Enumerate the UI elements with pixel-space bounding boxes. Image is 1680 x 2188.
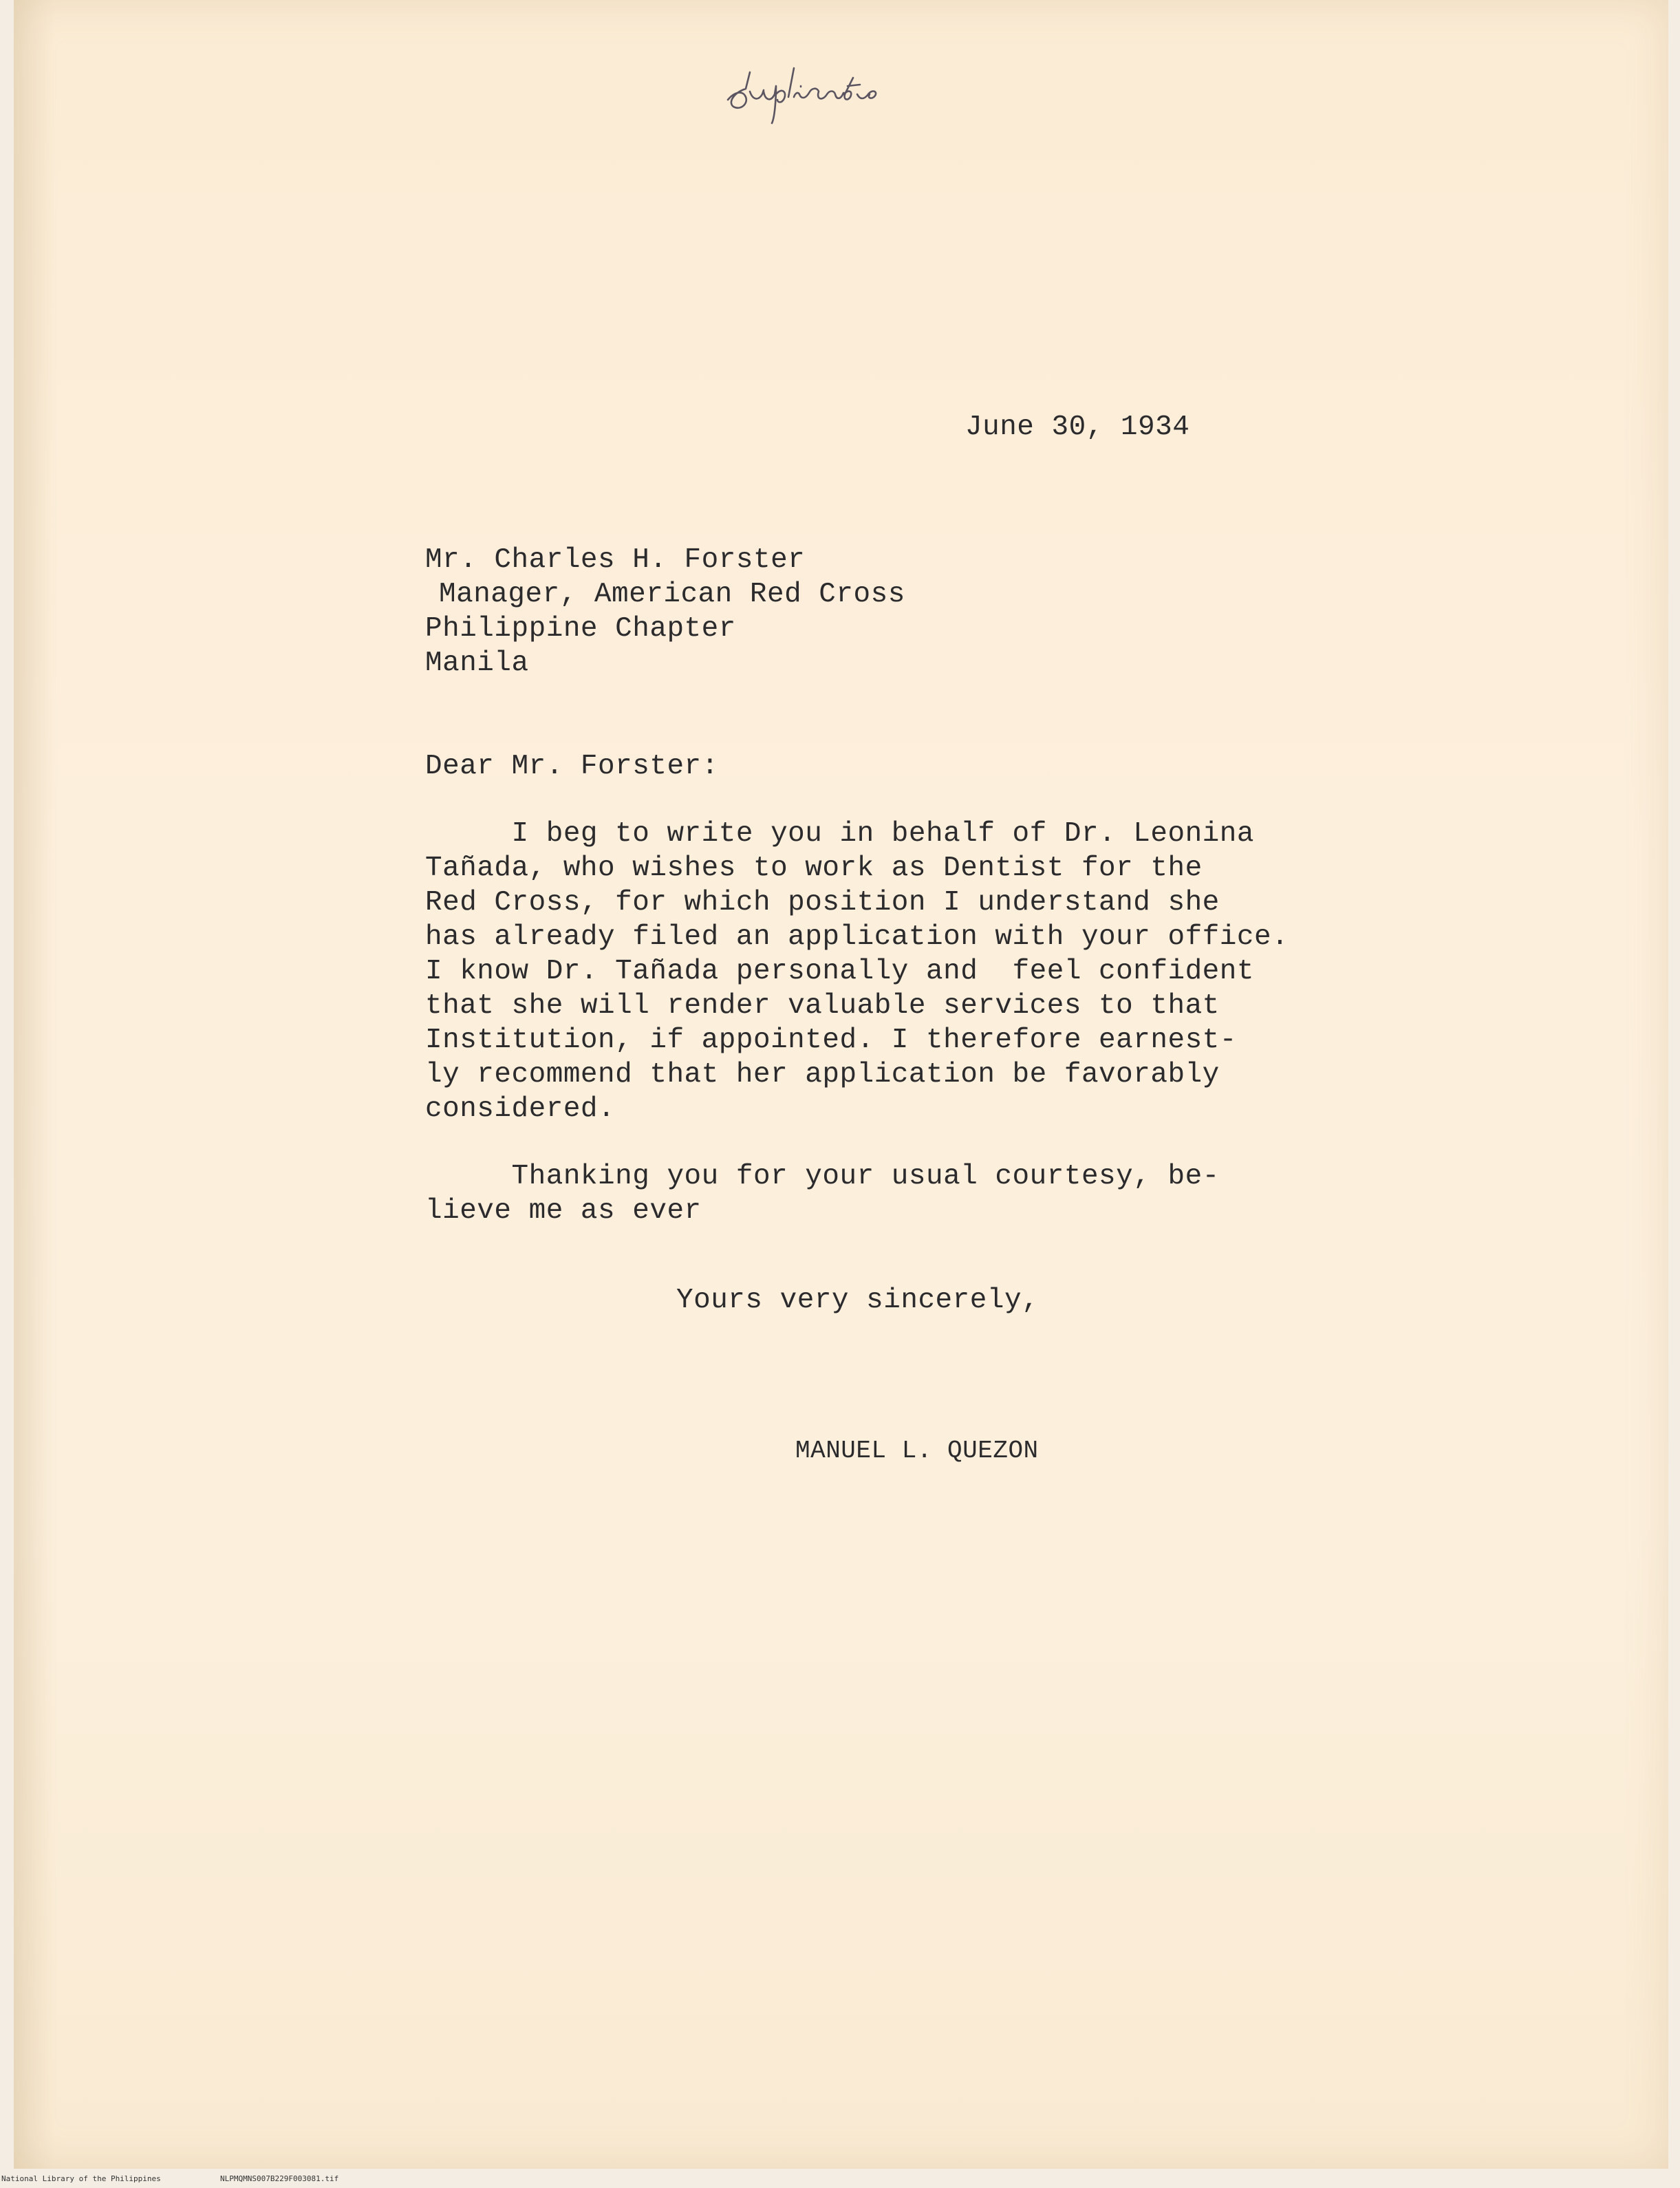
signatory-name: MANUEL L. QUEZON: [795, 1437, 1039, 1465]
handwritten-duplicate-note: [722, 52, 922, 127]
body-line: has already filed an application with your office.: [425, 921, 1289, 953]
body-line: Institution, if appointed. I therefore earnest-: [425, 1025, 1237, 1056]
body-line: I beg to write you in behalf of Dr. Leonina: [425, 818, 1254, 850]
letter-sheet: [14, 0, 1668, 2169]
body-line: lieve me as ever: [425, 1195, 702, 1227]
letter-date: June 30, 1934: [965, 411, 1190, 443]
body-line: considered.: [425, 1093, 616, 1125]
complimentary-closing: Yours very sincerely,: [676, 1285, 1040, 1316]
body-line: Thanking you for your usual courtesy, be-: [425, 1161, 1220, 1192]
body-line: I know Dr. Tañada personally and feel confident: [425, 956, 1254, 987]
recipient-name: Mr. Charles H. Forster: [425, 544, 806, 576]
body-line: Tañada, who wishes to work as Dentist for the: [425, 852, 1203, 884]
recipient-city: Manila: [425, 647, 529, 679]
recipient-title: Manager, American Red Cross: [439, 579, 905, 610]
footer-library-name: National Library of the Philippines: [1, 2174, 161, 2183]
body-line: ly recommend that her application be favorably: [425, 1059, 1220, 1091]
salutation: Dear Mr. Forster:: [425, 751, 719, 782]
body-line: Red Cross, for which position I understand she: [425, 887, 1220, 919]
body-line: that she will render valuable services to that: [425, 990, 1220, 1022]
recipient-organization: Philippine Chapter: [425, 613, 736, 645]
paper-edge-shading: [14, 0, 55, 2169]
footer-file-id: NLPMQMNS007B229F003081.tif: [220, 2174, 339, 2183]
